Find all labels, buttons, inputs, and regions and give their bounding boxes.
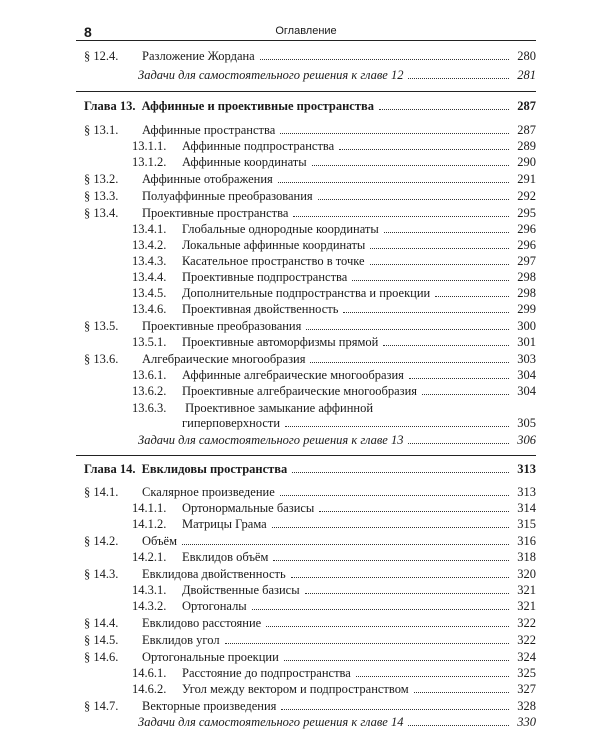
chapter-title: Аффинные и проективные пространства [141,99,374,113]
entry-page: 315 [517,517,536,531]
toc-entry-13-6[interactable] [84,351,536,367]
dot-leader [280,133,509,134]
entry-page: 314 [517,501,536,515]
toc-entry-13-6-3[interactable] [132,400,373,416]
toc-entry-13-5[interactable] [84,318,536,334]
entry-page: 321 [517,599,536,613]
toc-entry-14-6-2[interactable] [132,681,536,697]
dot-leader [408,443,509,444]
entry-page: 289 [517,139,536,153]
entry-number: 14.6.2. [132,682,167,696]
chapter-number: Глава 14. [84,462,136,476]
dot-leader [379,109,509,110]
dot-leader [343,312,509,313]
entry-title: Глобальные однородные координаты [182,222,379,236]
entry-page: 292 [517,189,536,203]
entry-page: 290 [517,155,536,169]
entry-page: 318 [517,550,536,564]
entry-title: Угол между вектором и подпространством [182,682,409,696]
dot-leader [293,216,509,217]
entry-page: 299 [517,302,536,316]
dot-leader [356,676,509,677]
dot-leader [384,232,509,233]
dot-leader [310,362,509,363]
dot-leader [312,165,509,166]
entry-number: § 13.6. [84,352,119,366]
page-title: Оглавление [275,25,337,37]
toc-entry-14-1[interactable] [84,484,536,500]
entry-title: Проективные преобразования [142,319,302,333]
toc-entry-14-2[interactable] [84,533,536,549]
entry-page: 327 [517,682,536,696]
entry-number: § 13.3. [84,189,119,203]
toc-chapter-13[interactable] [84,98,536,114]
toc-entry-14-3-2[interactable] [132,598,536,614]
entry-number: 13.4.1. [132,222,167,236]
entry-number: 13.4.3. [132,254,167,268]
dot-leader [422,394,509,395]
toc-entry-13-4[interactable] [84,205,536,221]
entry-title: Евклидова двойственность [142,567,286,581]
dot-leader [370,248,509,249]
entry-title: Ортонормальные базисы [182,501,315,515]
entry-number: 13.5.1. [132,335,167,349]
dot-leader [339,149,509,150]
dot-leader [291,577,509,578]
entry-title: Двойственные базисы [182,583,300,597]
toc-entry-13-6-2[interactable] [132,383,536,399]
toc-entry-13-2[interactable] [84,171,536,187]
entry-page: 305 [517,416,536,430]
entry-title: Векторные произведения [142,699,277,713]
entry-page: 330 [517,715,536,729]
toc-entry-14-2-1[interactable] [132,549,536,565]
entry-title: Алгебраические многообразия [142,352,306,366]
entry-number: 13.6.1. [132,368,167,382]
dot-leader [266,626,509,627]
entry-page: 316 [517,534,536,548]
entry-number: 14.3.2. [132,599,167,613]
dot-leader [281,709,509,710]
entry-title: Дополнительные подпространства и проекции [182,286,431,300]
entry-title: Проективные подпространства [182,270,348,284]
toc-entry-exercises-12[interactable] [132,67,536,83]
entry-page: 306 [517,433,536,447]
entry-number: § 14.7. [84,699,119,713]
entry-number: 13.6.2. [132,384,167,398]
entry-page: 300 [517,319,536,333]
dot-leader [383,345,509,346]
toc-entry-13-4-2[interactable] [132,237,536,253]
entry-number: 13.4.5. [132,286,167,300]
entry-title: Аффинные алгебраические многообразия [182,368,404,382]
dot-leader [260,59,509,60]
entry-number: 13.4.2. [132,238,167,252]
toc-entry-13-1[interactable] [84,122,536,138]
entry-title: Скалярное произведение [142,485,275,499]
entry-page: 304 [517,368,536,382]
entry-number: § 12.4. [84,49,119,63]
toc-entry-13-4-1[interactable] [132,221,536,237]
dot-leader [319,511,509,512]
toc-entry-exercises-13[interactable] [132,432,536,448]
dot-leader [306,329,509,330]
entry-title: Матрицы Грама [182,517,267,531]
dot-leader [278,182,509,183]
dot-leader [182,544,509,545]
entry-number: 14.1.2. [132,517,167,531]
entry-page: 325 [517,666,536,680]
entry-title: Объём [142,534,177,548]
entry-title: Задачи для самостоятельного решения к главе 13 [138,433,404,447]
toc-entry-14-1-2[interactable] [132,516,536,532]
toc-entry-13-5-1[interactable] [132,334,536,350]
entry-page: 322 [517,633,536,647]
dot-leader [409,378,509,379]
entry-title: Локальные аффинные координаты [182,238,366,252]
entry-title: Полуаффинные преобразования [142,189,313,203]
entry-page: 301 [517,335,536,349]
entry-number: 13.6.3. [132,401,167,415]
toc-entry-13-6-1[interactable] [132,367,536,383]
entry-title: Касательное пространство в точке [182,254,365,268]
entry-page: 313 [517,462,536,476]
entry-number: § 14.2. [84,534,119,548]
dot-leader [272,527,509,528]
toc-entry-14-3-1[interactable] [132,582,536,598]
entry-title-continued: гиперповерхности [182,416,281,430]
entry-page: 297 [517,254,536,268]
entry-page: 281 [517,68,536,82]
running-header [76,14,536,41]
entry-number: § 14.5. [84,633,119,647]
entry-title: Задачи для самостоятельного решения к главе 12 [138,68,404,82]
entry-number: § 14.1. [84,485,119,499]
chapter-title: Евклидовы пространства [141,462,288,476]
entry-title: Евклидов угол [142,633,220,647]
dot-leader [225,643,509,644]
chapter-number: Глава 13. [84,99,136,113]
toc-entry-13-4-5[interactable] [132,285,536,301]
toc-entry-13-1-1[interactable] [132,138,536,154]
entry-title: Расстояние до подпространства [182,666,351,680]
entry-number: 13.1.2. [132,155,167,169]
entry-page: 328 [517,699,536,713]
entry-page: 313 [517,485,536,499]
entry-page: 320 [517,567,536,581]
entry-number: § 13.4. [84,206,119,220]
entry-page: 324 [517,650,536,664]
entry-page: 304 [517,384,536,398]
chapter-divider [76,91,536,92]
entry-page: 321 [517,583,536,597]
entry-number: § 14.4. [84,616,119,630]
entry-number: § 14.6. [84,650,119,664]
toc-entry-13-4-4[interactable] [132,269,536,285]
entry-number: § 14.3. [84,567,119,581]
toc-entry-14-6-1[interactable] [132,665,536,681]
dot-leader [318,199,509,200]
entry-page: 295 [517,206,536,220]
dot-leader [408,78,509,79]
entry-page: 287 [517,123,536,137]
entry-title: Аффинные отображения [142,172,273,186]
entry-number: 13.1.1. [132,139,167,153]
dot-leader [408,725,509,726]
toc-entry-14-1-1[interactable] [132,500,536,516]
entry-title: Аффинные пространства [142,123,276,137]
toc-entry-13-6-3-cont[interactable] [182,415,536,431]
entry-page: 303 [517,352,536,366]
dot-leader [292,472,509,473]
toc-entry-13-4-3[interactable] [132,253,536,269]
toc-entry-14-7[interactable] [84,698,536,714]
entry-title: Проективное замыкание аффинной [185,401,374,415]
dot-leader [252,609,509,610]
dot-leader [285,426,509,427]
entry-number: § 13.5. [84,319,119,333]
dot-leader [280,495,509,496]
toc-entry-14-5[interactable] [84,632,536,648]
dot-leader [273,560,509,561]
entry-title: Разложение Жордана [142,49,255,63]
dot-leader [435,296,509,297]
dot-leader [284,660,509,661]
chapter-divider [76,455,536,456]
entry-number: 14.2.1. [132,550,167,564]
entry-number: § 13.2. [84,172,119,186]
entry-page: 298 [517,270,536,284]
dot-leader [352,280,509,281]
entry-page: 280 [517,49,536,63]
entry-title: Проективные пространства [142,206,289,220]
dot-leader [305,593,509,594]
entry-page: 291 [517,172,536,186]
dot-leader [370,264,509,265]
entry-number: § 13.1. [84,123,119,137]
toc-chapter-14[interactable] [84,461,536,477]
toc-entry-13-3[interactable] [84,188,536,204]
entry-page: 296 [517,222,536,236]
entry-title: Проективная двойственность [182,302,339,316]
entry-page: 296 [517,238,536,252]
toc-entry-13-4-6[interactable] [132,301,536,317]
entry-title: Ортогональные проекции [142,650,279,664]
entry-number: 14.1.1. [132,501,167,515]
entry-number: 13.4.4. [132,270,167,284]
entry-title: Ортогоналы [182,599,247,613]
entry-page: 298 [517,286,536,300]
page-number: 8 [84,24,92,40]
entry-title: Аффинные подпространства [182,139,335,153]
toc-entry-exercises-14[interactable] [132,714,536,730]
toc-entry-13-1-2[interactable] [132,154,536,170]
toc-entry-12-4[interactable] [84,48,536,64]
entry-title: Проективные алгебраические многообразия [182,384,418,398]
toc-entry-14-3[interactable] [84,566,536,582]
entry-title: Задачи для самостоятельного решения к главе 14 [138,715,404,729]
entry-title: Евклидово расстояние [142,616,262,630]
toc-entry-14-6[interactable] [84,649,536,665]
entry-number: 13.4.6. [132,302,167,316]
entry-number: 14.3.1. [132,583,167,597]
entry-title: Евклидов объём [182,550,269,564]
toc-entry-14-4[interactable] [84,615,536,631]
entry-page: 322 [517,616,536,630]
entry-number: 14.6.1. [132,666,167,680]
entry-title: Проективные автоморфизмы прямой [182,335,379,349]
entry-title: Аффинные координаты [182,155,307,169]
dot-leader [414,692,509,693]
entry-page: 287 [517,99,536,113]
